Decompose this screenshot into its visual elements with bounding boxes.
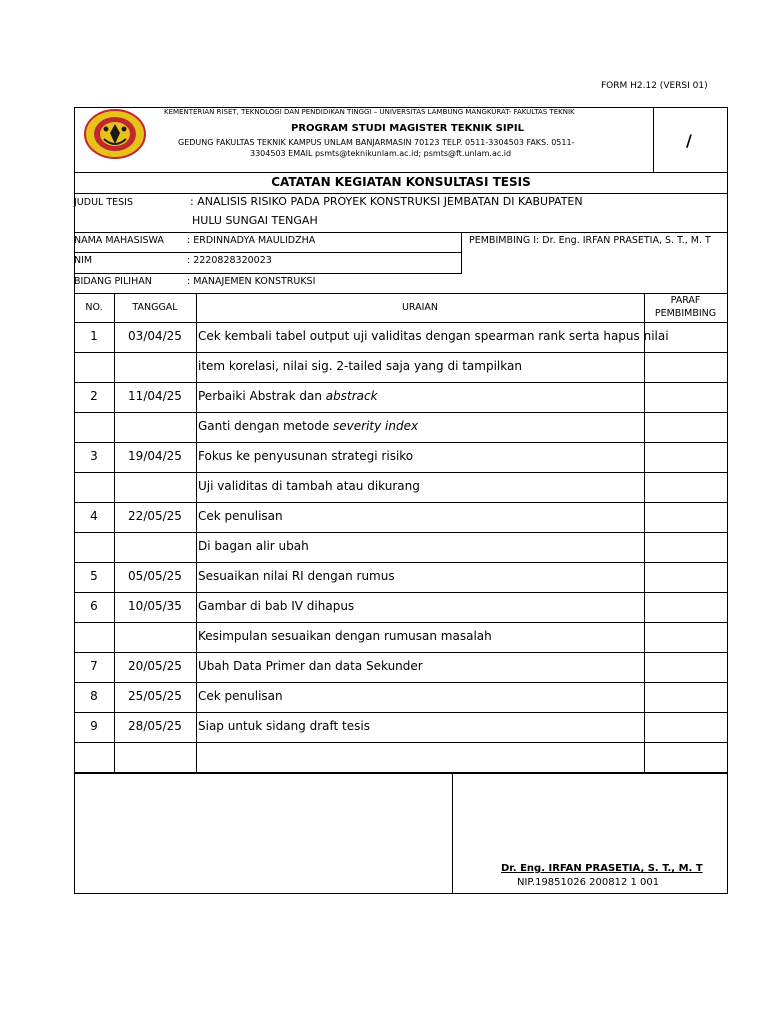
- header-paraf: PARAF: [670, 295, 701, 306]
- row-uraian-italic: severity index: [333, 419, 419, 433]
- row-uraian: [198, 599, 354, 613]
- row-tanggal: 20/05/25: [128, 659, 182, 673]
- row-paraf-cell: [645, 323, 726, 351]
- row-uraian: [198, 449, 413, 463]
- program-title: PROGRAM STUDI MAGISTER TEKNIK SIPIL: [291, 123, 524, 134]
- header-uraian: URAIAN: [401, 302, 439, 313]
- row-tanggal: 05/05/25: [128, 569, 182, 583]
- row-paraf-cell: [645, 503, 726, 531]
- row-uraian: [198, 569, 395, 583]
- row-paraf-cell: [645, 593, 726, 621]
- address-line-1: GEDUNG FAKULTAS TEKNIK KAMPUS UNLAM BANJARMASIN 70123 TELP. 0511-3304503 FAKS. 0511-: [178, 138, 575, 147]
- row-uraian: [198, 329, 669, 343]
- row-uraian-text: Ubah Data Primer dan data Sekunder: [198, 659, 423, 673]
- row-no: 5: [90, 569, 98, 583]
- row-paraf-cell: [645, 563, 726, 591]
- row-no: 3: [90, 449, 98, 463]
- row-uraian: [198, 659, 423, 673]
- row-uraian: [198, 389, 378, 403]
- bidang-label: BIDANG PILIHAN: [74, 276, 152, 287]
- row-tanggal: 25/05/25: [128, 689, 182, 703]
- page-title: CATATAN KEGIATAN KONSULTASI TESIS: [271, 175, 531, 189]
- row-no: 8: [90, 689, 98, 703]
- header-no: NO.: [85, 302, 103, 313]
- row-tanggal: 03/04/25: [128, 329, 182, 343]
- row-paraf-cell: [645, 653, 726, 681]
- row-uraian: [198, 539, 309, 553]
- nim-value: : 2220828320023: [187, 255, 272, 266]
- bidang-value: : MANAJEMEN KONSTRUKSI: [187, 276, 316, 287]
- row-uraian-text: Gambar di bab IV dihapus: [198, 599, 355, 613]
- row-tanggal: 28/05/25: [128, 719, 182, 733]
- row-no: 4: [90, 509, 98, 523]
- row-uraian-text: Kesimpulan sesuaikan dengan rumusan masalah: [198, 629, 492, 643]
- row-paraf-cell: [645, 413, 726, 441]
- row-uraian-text: item korelasi, nilai sig. 2-tailed saja yang di tampilkan: [198, 359, 522, 373]
- nama-value: : ERDINNADYA MAULIDZHA: [187, 235, 316, 246]
- row-no: 9: [90, 719, 98, 733]
- row-uraian-text: Cek kembali tabel output uji validitas dengan spearman rank serta hapus nilai: [198, 329, 669, 343]
- row-uraian-text: Fokus ke penyusunan strategi risiko: [198, 449, 414, 463]
- judul-value-line-2: HULU SUNGAI TENGAH: [192, 214, 318, 227]
- row-uraian-text: Ganti dengan metode: [198, 419, 334, 433]
- address-line-2: 3304503 EMAIL psmts@teknikunlam.ac.id; psmts@ft.unlam.ac.id: [250, 149, 512, 158]
- row-uraian: [198, 359, 522, 373]
- signature-nip: NIP.19851026 200812 1 001: [517, 877, 660, 888]
- row-no: 2: [90, 389, 98, 403]
- row-paraf-cell: [645, 443, 726, 471]
- row-paraf-cell: [645, 353, 726, 381]
- row-uraian-text: Perbaiki Abstrak dan: [198, 389, 326, 403]
- row-paraf-cell: [645, 743, 726, 771]
- form-number-slash: /: [686, 131, 692, 150]
- row-tanggal: 22/05/25: [128, 509, 182, 523]
- row-paraf-cell: [645, 713, 726, 741]
- judul-label: JUDUL TESIS: [74, 197, 134, 208]
- row-uraian-text: Sesuaikan nilai RI dengan rumus: [198, 569, 395, 583]
- ministry-header: KEMENTERIAN RISET, TEKNOLOGI DAN PENDIDIKAN TINGGI – UNIVERSITAS LAMBUNG MANGKURAT- FAKULTAS TEKNIK: [164, 108, 575, 116]
- row-uraian-text: Cek penulisan: [198, 689, 283, 703]
- row-uraian: [198, 629, 492, 643]
- row-paraf-cell: [645, 683, 726, 711]
- signature-name: Dr. Eng. IRFAN PRASETIA, S. T., M. T: [501, 863, 703, 874]
- row-tanggal: 11/04/25: [128, 389, 182, 403]
- row-uraian: [198, 689, 283, 703]
- row-uraian-text: Siap untuk sidang draft tesis: [198, 719, 370, 733]
- header-pembimbing: PEMBIMBING: [654, 308, 717, 319]
- university-logo-icon: [84, 109, 146, 159]
- row-uraian-text: Uji validitas di tambah atau dikurang: [198, 479, 420, 493]
- row-paraf-cell: [645, 623, 726, 651]
- row-paraf-cell: [645, 383, 726, 411]
- judul-value-line-1: : ANALISIS RISIKO PADA PROYEK KONSTRUKSI JEMBATAN DI KABUPATEN: [190, 195, 583, 208]
- row-uraian: [198, 509, 283, 523]
- row-uraian-italic: abstrack: [325, 389, 378, 403]
- row-tanggal: 19/04/25: [128, 449, 182, 463]
- row-no: 6: [90, 599, 98, 613]
- form-code: FORM H2.12 (VERSI 01): [601, 81, 708, 91]
- row-uraian-text: Di bagan alir ubah: [198, 539, 309, 553]
- row-uraian: [198, 419, 418, 433]
- row-uraian: [198, 479, 420, 493]
- header-tanggal: TANGGAL: [132, 302, 178, 313]
- pembimbing-label: PEMBIMBING I: Dr. Eng. IRFAN PRASETIA, S. T., M. T: [469, 235, 711, 246]
- row-no: 7: [90, 659, 98, 673]
- row-uraian: [198, 719, 370, 733]
- nama-label: NAMA MAHASISWA: [74, 235, 164, 246]
- row-tanggal: 10/05/35: [128, 599, 182, 613]
- row-paraf-cell: [645, 473, 726, 501]
- row-uraian-text: Cek penulisan: [198, 509, 283, 523]
- row-paraf-cell: [645, 533, 726, 561]
- row-no: 1: [90, 329, 98, 343]
- nim-label: NIM: [74, 255, 93, 266]
